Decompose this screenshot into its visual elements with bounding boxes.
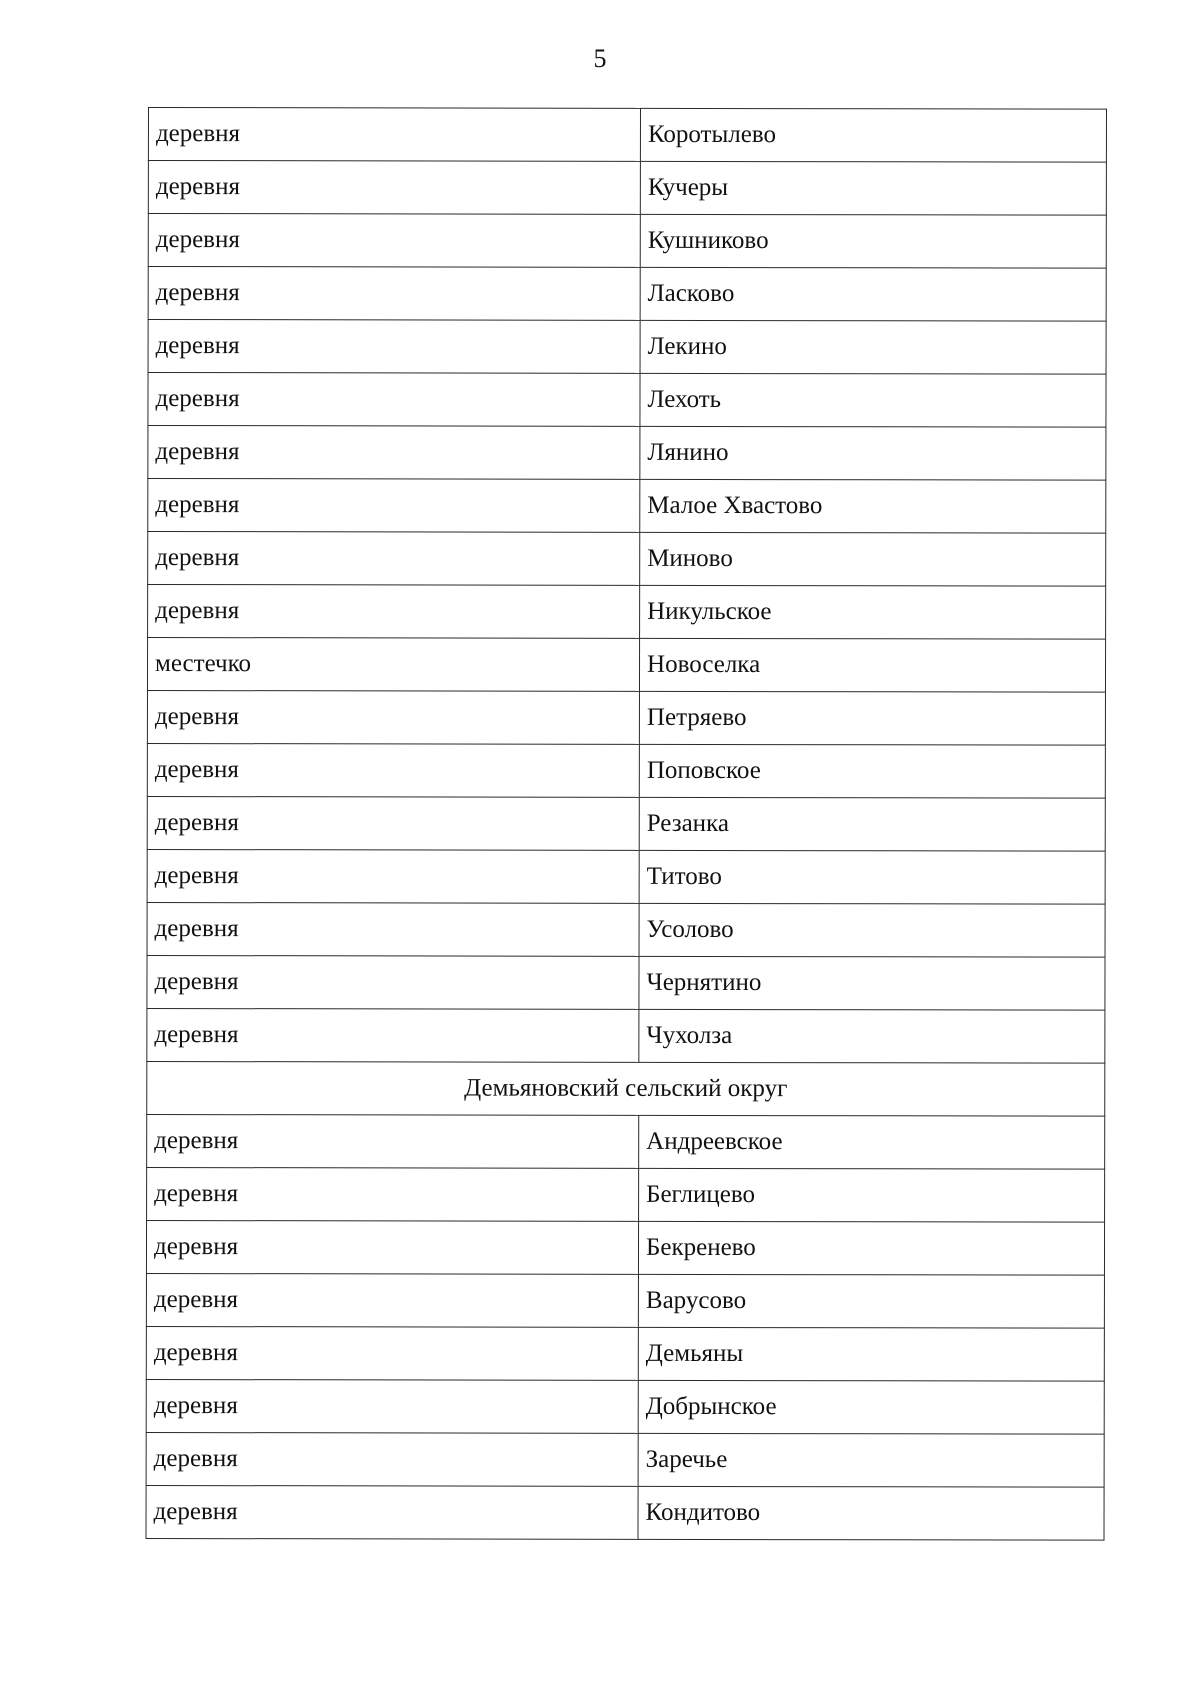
settlement-type: деревня bbox=[148, 479, 640, 533]
settlement-name: Чернятино bbox=[639, 956, 1105, 1010]
settlement-type: деревня bbox=[146, 1220, 638, 1274]
table-row bbox=[147, 743, 1105, 798]
settlement-type: деревня bbox=[147, 1008, 639, 1062]
settlement-type: деревня bbox=[147, 902, 639, 956]
settlement-name: Лекино bbox=[640, 320, 1106, 374]
table-row bbox=[148, 214, 1106, 269]
settlement-type: деревня bbox=[148, 426, 640, 480]
settlement-type: деревня bbox=[147, 1167, 639, 1221]
settlement-name: Миново bbox=[640, 532, 1106, 586]
table-row bbox=[146, 1220, 1104, 1275]
settlement-type: деревня bbox=[148, 108, 640, 162]
settlement-type: деревня bbox=[148, 532, 640, 586]
settlement-type: деревня bbox=[147, 955, 639, 1009]
table-row bbox=[148, 320, 1106, 375]
settlements-table-body bbox=[146, 108, 1106, 1541]
table-row bbox=[147, 849, 1105, 904]
settlement-name: Коротылево bbox=[640, 108, 1106, 162]
table-row bbox=[147, 1008, 1105, 1063]
settlements-table bbox=[146, 107, 1107, 1541]
settlement-name: Демьяны bbox=[638, 1327, 1104, 1381]
settlement-name: Заречье bbox=[638, 1433, 1104, 1487]
table-row bbox=[147, 796, 1105, 851]
settlement-name: Бекренево bbox=[638, 1221, 1104, 1275]
settlement-name: Кучеры bbox=[640, 161, 1106, 215]
settlement-name: Усолово bbox=[639, 903, 1105, 957]
table-row bbox=[147, 902, 1105, 957]
settlement-name: Лянино bbox=[640, 426, 1106, 480]
settlement-name: Чухолза bbox=[639, 1009, 1105, 1063]
settlement-type: деревня bbox=[148, 161, 640, 215]
section-header-row bbox=[147, 1061, 1105, 1116]
settlement-type: деревня bbox=[146, 1485, 638, 1539]
settlement-name: Ласково bbox=[640, 267, 1106, 321]
settlement-name: Добрынское bbox=[638, 1380, 1104, 1434]
table-row bbox=[148, 426, 1106, 481]
settlement-type: местечко bbox=[147, 638, 639, 692]
settlement-type: деревня bbox=[146, 1379, 638, 1433]
table-row bbox=[146, 1273, 1104, 1328]
settlement-type: деревня bbox=[148, 267, 640, 321]
table-row bbox=[147, 955, 1105, 1010]
settlement-type: деревня bbox=[146, 1432, 638, 1486]
table-row bbox=[148, 373, 1106, 428]
table-row bbox=[148, 108, 1106, 163]
settlement-name: Новоселка bbox=[639, 638, 1105, 692]
settlement-type: деревня bbox=[147, 849, 639, 903]
table-row bbox=[146, 1432, 1104, 1487]
settlement-type: деревня bbox=[147, 743, 639, 797]
table-row bbox=[148, 532, 1106, 587]
table-row bbox=[147, 691, 1105, 746]
table-row bbox=[147, 1114, 1105, 1169]
table-row bbox=[146, 1379, 1104, 1434]
settlement-name: Резанка bbox=[639, 797, 1105, 851]
settlement-type: деревня bbox=[147, 796, 639, 850]
table-row bbox=[148, 267, 1106, 322]
settlement-type: деревня bbox=[147, 1114, 639, 1168]
settlement-type: деревня bbox=[147, 691, 639, 745]
table-row bbox=[148, 161, 1106, 216]
table-row bbox=[146, 1326, 1104, 1381]
settlement-name: Кондитово bbox=[638, 1486, 1104, 1540]
settlement-type: деревня bbox=[146, 1273, 638, 1327]
section-title: Демьяновский сельский округ bbox=[147, 1061, 1105, 1116]
settlement-name: Никульское bbox=[640, 585, 1106, 639]
settlement-type: деревня bbox=[148, 214, 640, 268]
settlement-name: Малое Хвастово bbox=[640, 479, 1106, 533]
settlement-type: деревня bbox=[148, 585, 640, 639]
settlement-name: Петряево bbox=[639, 691, 1105, 745]
table-row bbox=[148, 585, 1106, 640]
settlement-name: Титово bbox=[639, 850, 1105, 904]
table-row bbox=[146, 1485, 1104, 1540]
settlement-type: деревня bbox=[148, 373, 640, 427]
table-row bbox=[148, 479, 1106, 534]
settlement-type: деревня bbox=[148, 320, 640, 374]
settlement-name: Варусово bbox=[638, 1274, 1104, 1328]
settlement-name: Кушниково bbox=[640, 214, 1106, 268]
table-row bbox=[147, 1167, 1105, 1222]
settlement-name: Беглицево bbox=[639, 1168, 1105, 1222]
settlement-name: Лехоть bbox=[640, 373, 1106, 427]
settlement-name: Андреевское bbox=[639, 1115, 1105, 1169]
settlement-name: Поповское bbox=[639, 744, 1105, 798]
page-number: 5 bbox=[593, 44, 607, 73]
settlement-type: деревня bbox=[146, 1326, 638, 1380]
table-row bbox=[147, 638, 1105, 693]
